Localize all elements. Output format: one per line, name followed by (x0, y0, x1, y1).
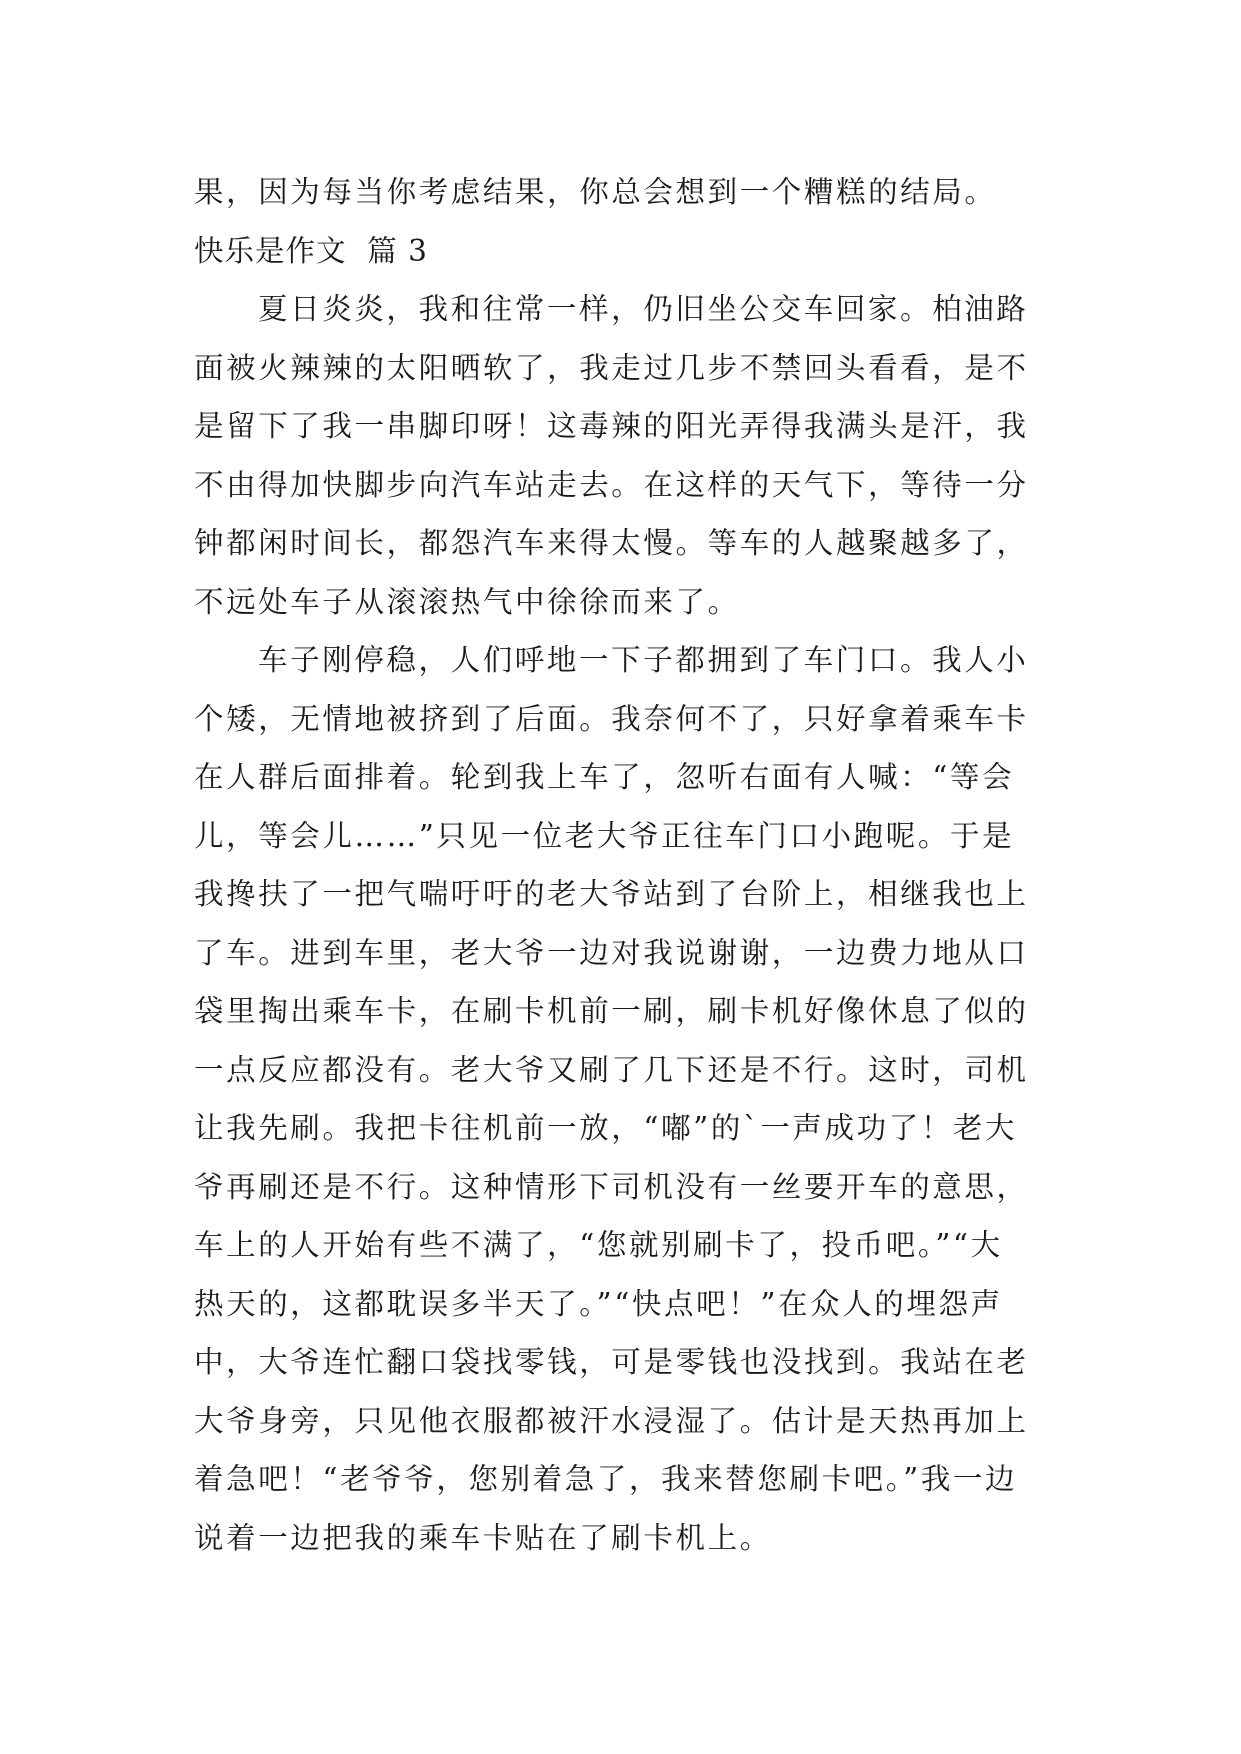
paragraph-line: 了车。进到车里，老大爷一边对我说谢谢，一边费力地从口 (194, 935, 1029, 970)
paragraph-line: 我搀扶了一把气喘吁吁的老大爷站到了台阶上，相继我也上 (194, 877, 1029, 911)
paragraph-line: 面被火辣辣的太阳晒软了，我走过几步不禁回头看看，是不 (194, 350, 1029, 385)
paragraph-line: 爷再刷还是不行。这种情形下司机没有一丝要开车的意思， (194, 1169, 1029, 1204)
paragraph-line: 热天的，这都耽误多半天了。”“快点吧！”在众人的埋怨声 (194, 1286, 1003, 1321)
paragraph-line: 儿，等会儿……”只见一位老大爷正往车门口小跑呢。于是 (194, 818, 1015, 853)
article-body (194, 163, 1054, 1567)
paragraph-line: 是留下了我一串脚印呀！这毒辣的阳光弄得我满头是汗，我 (194, 409, 1029, 443)
paragraph-line: 让我先刷。我把卡往机前一放，“嘟”的`一声成功了！老大 (194, 1111, 1018, 1145)
paragraph-line: 着急吧！“老爷爷，您别着急了，我来替您刷卡吧。”我一边 (194, 1462, 1018, 1496)
paragraph-line: 钟都闲时间长，都怨汽车来得太慢。等车的人越聚越多了， (194, 526, 1029, 560)
paragraph-line: 大爷身旁，只见他衣服都被汗水浸湿了。估计是天热再加上 (194, 1403, 1029, 1438)
paragraph-line: 在人群后面排着。轮到我上车了，忽听右面有人喊：“等会 (194, 760, 1015, 794)
paragraph-line: 一点反应都没有。老大爷又刷了几下还是不行。这时，司机 (194, 1052, 1029, 1087)
section-heading: 快乐是作文 篇 3 (194, 233, 428, 268)
paragraph-line: 个矮，无情地被挤到了后面。我奈何不了，只好拿着乘车卡 (194, 701, 1029, 736)
paragraph-line: 说着一边把我的乘车卡贴在了刷卡机上。 (194, 1520, 772, 1555)
paragraph-line: 不远处车子从滚滚热气中徐徐而来了。 (194, 584, 740, 619)
paragraph-line: 不由得加快脚步向汽车站走去。在这样的天气下，等待一分 (194, 467, 1029, 502)
paragraph-line: 中，大爷连忙翻口袋找零钱，可是零钱也没找到。我站在老 (194, 1345, 1029, 1379)
paragraph-line: 车上的人开始有些不满了，“您就别刷卡了，投币吧。”“大 (194, 1228, 1003, 1262)
paragraph-line: 夏日炎炎，我和往常一样，仍旧坐公交车回家。柏油路 (258, 292, 1029, 326)
paragraph-line: 车子刚停稳，人们呼地一下子都拥到了车门口。我人小 (258, 643, 1029, 677)
paragraph-1 (194, 280, 1054, 631)
paragraph-2 (194, 631, 1054, 1567)
carry-over-line: 果，因为每当你考虑结果，你总会想到一个糟糕的结局。 (194, 175, 997, 209)
paragraph-line: 袋里掏出乘车卡，在刷卡机前一刷，刷卡机好像休息了似的 (194, 994, 1029, 1028)
